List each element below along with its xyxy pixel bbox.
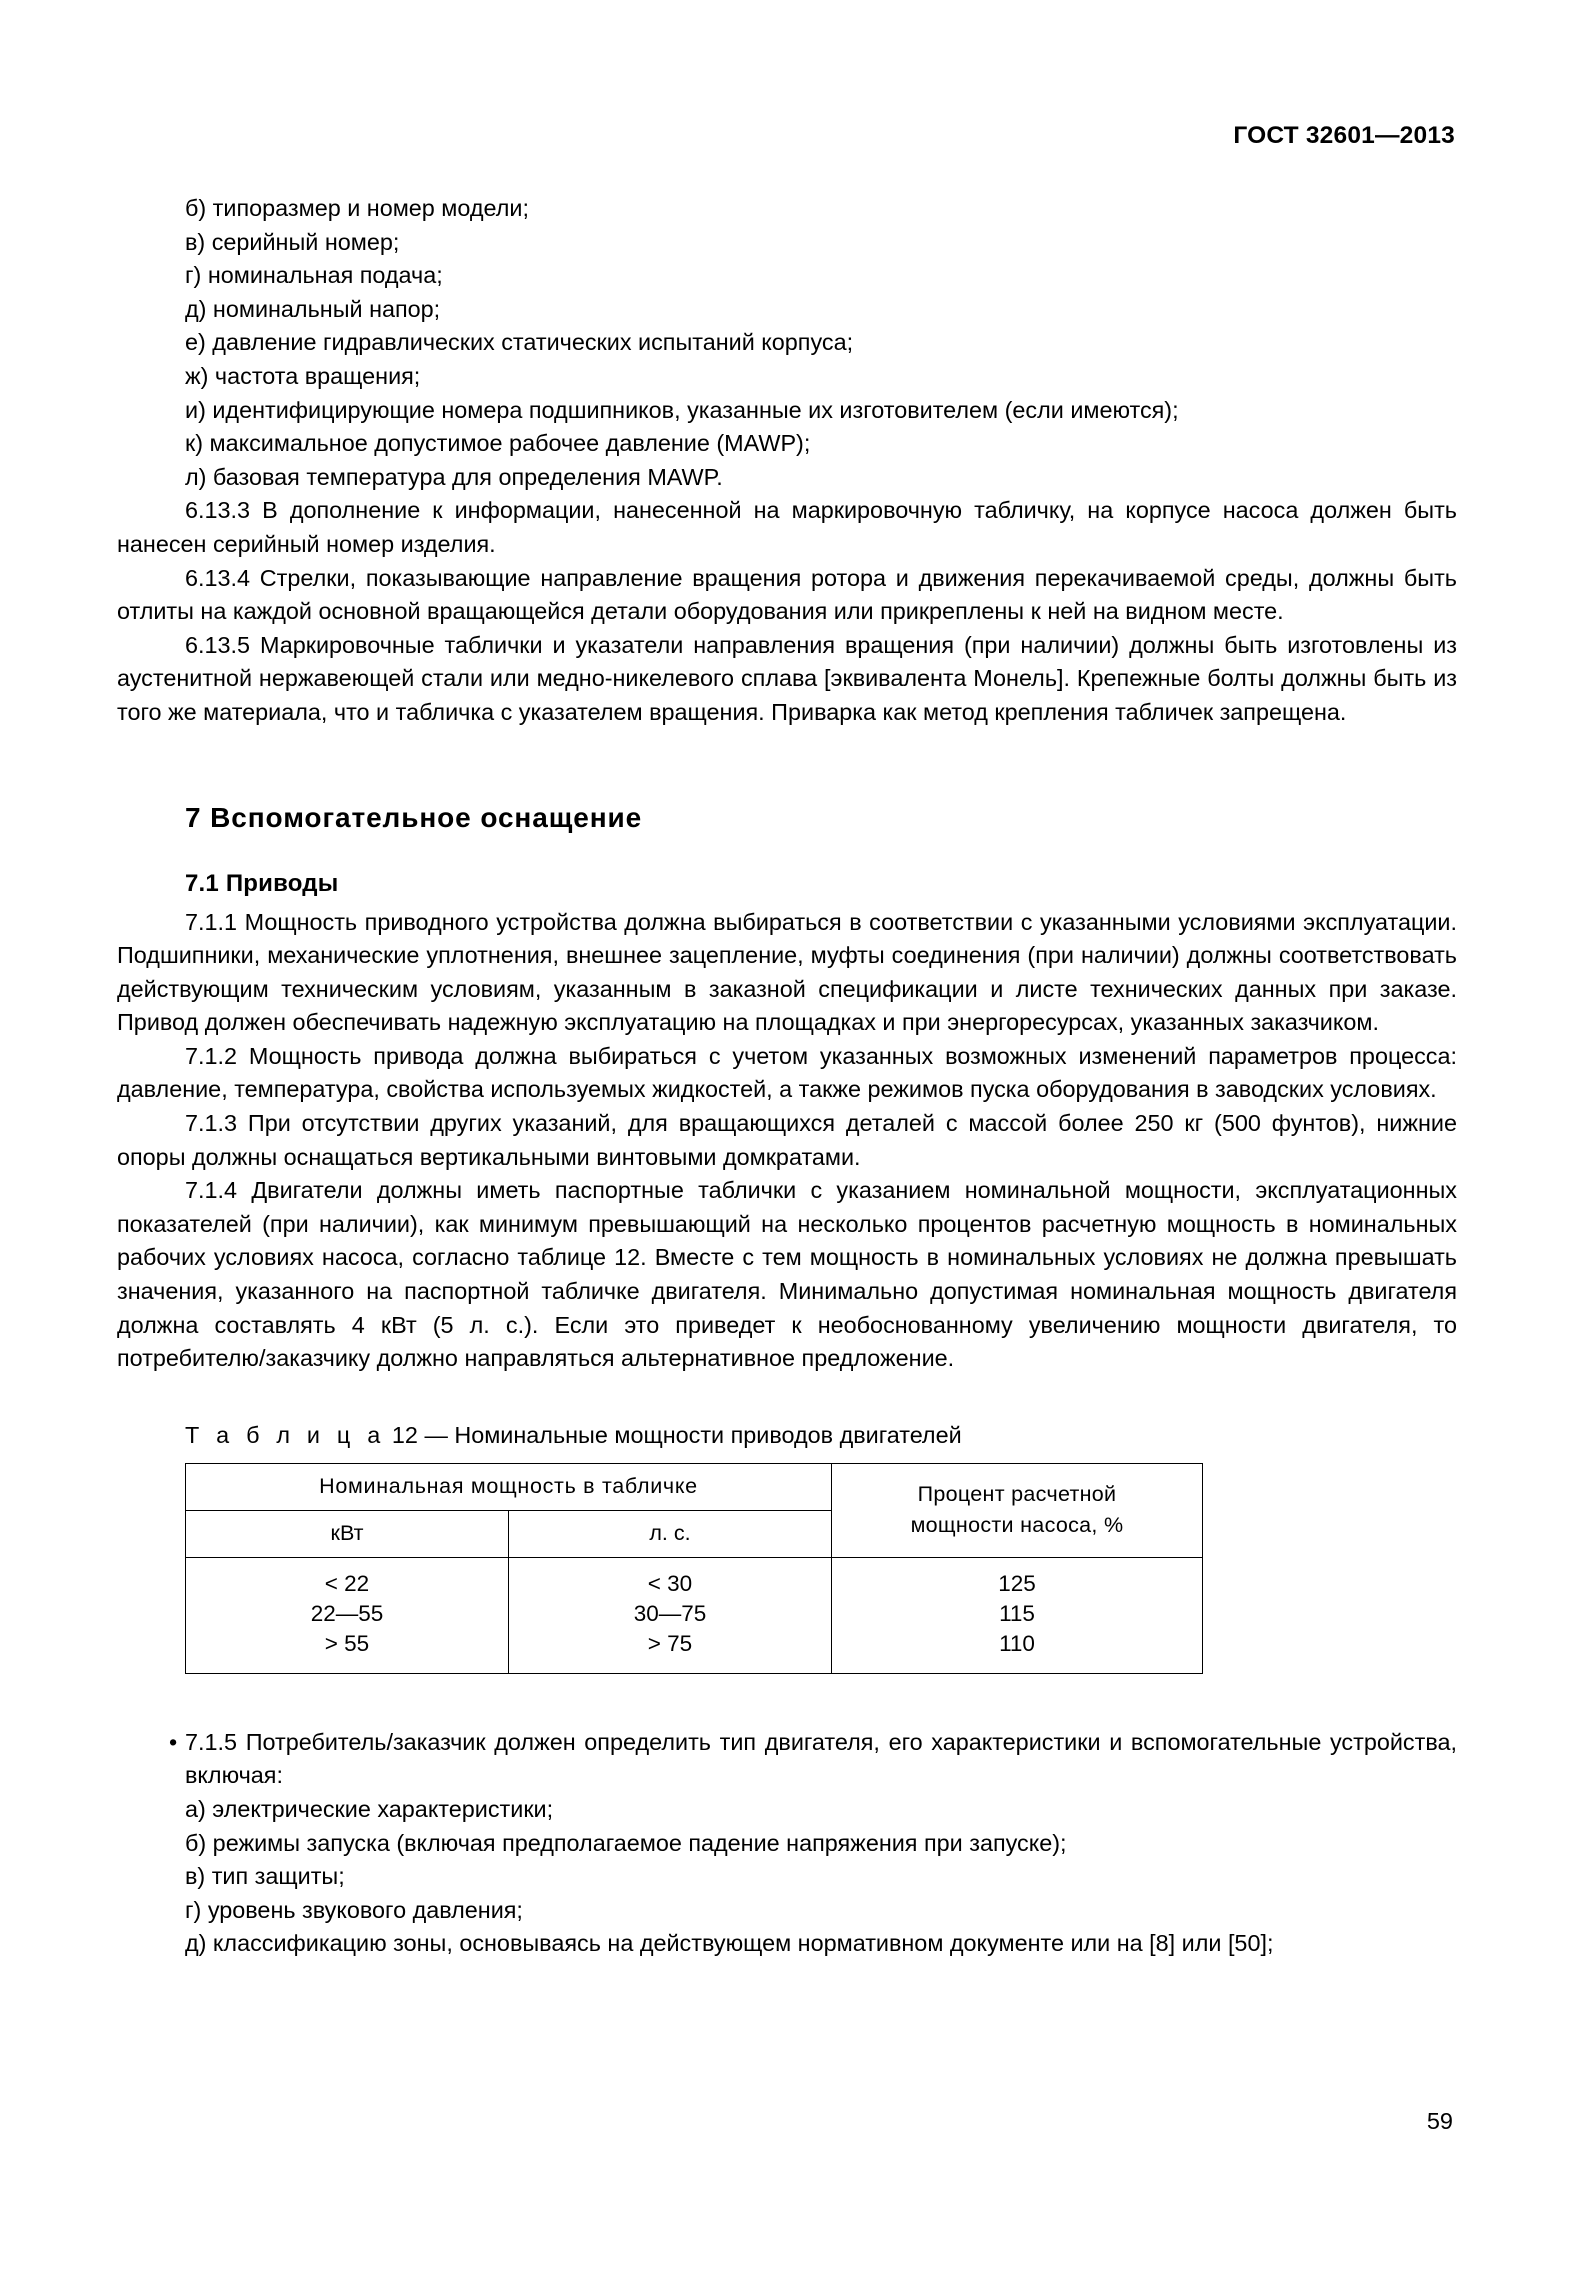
- clauses-613: [117, 494, 1457, 729]
- list-715: [117, 1793, 1457, 1961]
- table-cell-hp-group: [509, 1557, 832, 1673]
- table-caption-label: Т а б л и ц а: [185, 1421, 386, 1448]
- table-12-block: [117, 1420, 1457, 1674]
- clause-6-13-4: 6.13.4 Стрелки, показывающие направление вращения ротора и движения перекачиваемой среды, должны быть отлиты на каждой основной вращающейся детали оборудования или прикреплены к ней на видном месте.: [117, 564, 1457, 625]
- table-header-kw: кВт: [186, 1510, 509, 1557]
- table-cell-hp: > 75: [647, 1630, 693, 1656]
- table-12: [185, 1463, 1203, 1674]
- table-caption-title: Номинальные мощности приводов двигателей: [454, 1421, 962, 1448]
- section-heading-7: 7 Вспомогательное оснащение: [185, 801, 643, 833]
- table-12-head: [186, 1463, 1203, 1557]
- list-item: е) давление гидравлических статических испытаний корпуса;: [185, 329, 854, 356]
- clause-715-block: [117, 1726, 1457, 1961]
- list-item: в) тип защиты;: [185, 1863, 345, 1890]
- clause-7-1-5: [117, 1726, 1457, 1793]
- table-caption-dash: —: [424, 1421, 448, 1448]
- table-header-row: [186, 1463, 1203, 1510]
- table-cell-percent-group: [832, 1557, 1203, 1673]
- clause-6-13-3: 6.13.3 В дополнение к информации, нанесенной на маркировочную табличку, на корпусе насоса должен быть нанесен серийный номер изделия.: [117, 497, 1457, 557]
- clause-7-1-4: 7.1.4 Двигатели должны иметь паспортные таблички с указанием номинальной мощности, эксплуатационных показателей (при наличии), как минимум превышающий на несколько процентов расчетную мощность в номинальных рабочих условиях насоса, согласно таблице 12. Вместе с тем мощность в номинальных условиях не должна превышать значения, указанного на паспортной табличке двигателя. Минимально допустимая номинальная мощность двигателя должна составлять 4 кВт (5 л. с.). Если это приведет к необоснованному увеличению мощности двигателя, то потребителю/заказчику должно направляться альтернативное предложение.: [117, 1177, 1457, 1372]
- table-cell-kw: 22—55: [310, 1600, 384, 1626]
- table-12-caption: [185, 1420, 1457, 1451]
- table-cell-percent: 110: [999, 1630, 1035, 1656]
- table-header-percent-line2: мощности насоса, %: [910, 1513, 1124, 1538]
- table-header-percent: [832, 1463, 1203, 1557]
- list-613-2: [117, 192, 1457, 494]
- table-12-body: [186, 1557, 1203, 1673]
- list-item: а) электрические характеристики;: [185, 1796, 554, 1822]
- running-header-standard-number: ГОСТ 32601—2013: [1233, 122, 1455, 149]
- list-item: д) номинальный напор;: [185, 295, 441, 322]
- bullet-marker: •: [169, 1728, 178, 1755]
- list-item: л) базовая температура для определения MAWP.: [185, 463, 723, 490]
- list-item: к) максимальное допустимое рабочее давление (MAWP);: [185, 430, 811, 457]
- table-cell-kw-group: [186, 1557, 509, 1673]
- table-header-hp: л. с.: [509, 1510, 832, 1557]
- list-item: б) режимы запуска (включая предполагаемое падение напряжения при запуске);: [185, 1829, 1067, 1856]
- table-header-percent-line1: Процент расчетной: [917, 1482, 1117, 1507]
- clause-7-1-1: 7.1.1 Мощность приводного устройства должна выбираться в соответствии с указанными условиями эксплуатации. Подшипники, механические уплотнения, внешнее зацепление, муфты соединения (при наличии) должны соответствовать действующим техническим условиям, указанным в заказной спецификации и листе технических данных при заказе. Привод должен обеспечивать надежную эксплуатацию на площадках и при энергоресурсах, указанных заказчиком.: [117, 908, 1457, 1036]
- list-item: д) классификацию зоны, основываясь на действующем нормативном документе или на [8] или [50];: [185, 1930, 1274, 1957]
- clause-7-1-3: 7.1.3 При отсутствии других указаний, для вращающихся деталей с массой более 250 кг (500 фунтов), нижние опоры должны оснащаться вертикальными винтовыми домкратами.: [117, 1110, 1457, 1170]
- list-item: и) идентифицирующие номера подшипников, указанные их изготовителем (если имеются);: [185, 396, 1179, 423]
- clause-7-1-2: 7.1.2 Мощность привода должна выбираться с учетом указанных возможных изменений параметров процесса: давление, температура, свойства используемых жидкостей, а также режимов пуска оборудования в заводских условиях.: [117, 1042, 1457, 1103]
- list-item: г) уровень звукового давления;: [185, 1896, 523, 1923]
- clauses-71: [117, 906, 1457, 1376]
- table-cell-hp: < 30: [647, 1570, 693, 1596]
- clause-6-13-5: 6.13.5 Маркировочные таблички и указатели направления вращения (при наличии) должны быть изготовлены из аустенитной нержавеющей стали или медно-никелевого сплава [эквивалента Монель]. Крепежные болты должны быть из того же материала, что и табличка с указателем вращения. Приварка как метод крепления табличек запрещена.: [117, 631, 1457, 725]
- list-item: г) номинальная подача;: [185, 262, 443, 289]
- table-cell-hp: 30—75: [633, 1600, 707, 1626]
- page-content: [117, 192, 1457, 1961]
- clause-7-1-5-text: 7.1.5 Потребитель/заказчик должен определить тип двигателя, его характеристики и вспомогательные устройства, включая:: [185, 1728, 1457, 1789]
- table-cell-percent: 115: [999, 1600, 1035, 1626]
- spacer: [117, 730, 1457, 802]
- list-item: ж) частота вращения;: [185, 362, 421, 389]
- spacer: [117, 834, 1457, 870]
- subsection-heading-7-1: 7.1 Приводы: [185, 869, 339, 897]
- table-header-group-rated-power: Номинальная мощность в табличке: [186, 1463, 832, 1510]
- spacer: [117, 898, 1457, 906]
- table-cell-percent: 125: [998, 1570, 1036, 1596]
- table-caption-number: 12: [391, 1421, 418, 1448]
- table-row: [186, 1557, 1203, 1673]
- page-number: 59: [1426, 2108, 1453, 2134]
- table-cell-kw: < 22: [324, 1570, 370, 1596]
- table-cell-kw: > 55: [324, 1630, 370, 1656]
- list-item: б) типоразмер и номер модели;: [185, 195, 529, 221]
- list-item: в) серийный номер;: [185, 228, 400, 255]
